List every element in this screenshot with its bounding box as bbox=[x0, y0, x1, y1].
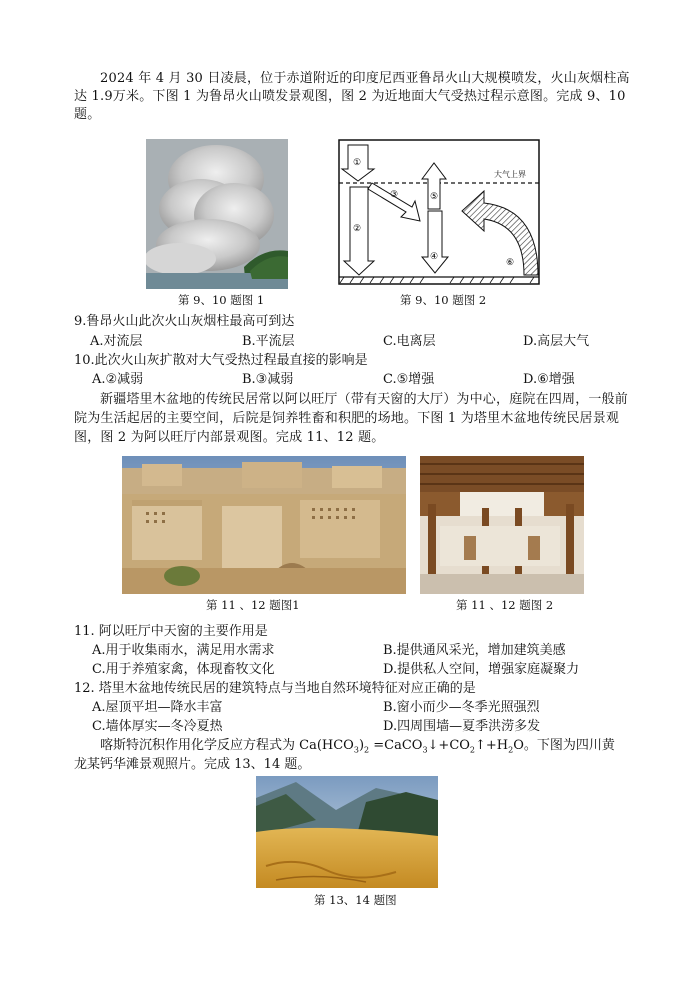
q10-stem: 10.此次火山灰扩散对大气受热过程最直接的影响是 bbox=[74, 353, 368, 368]
fig-9-10-2-caption: 第 9、10 题图 2 bbox=[400, 293, 487, 307]
q9-stem: 9.鲁昂火山此次火山灰烟柱最高可到达 bbox=[74, 314, 295, 329]
q10-option-b: B.③减弱 bbox=[242, 372, 294, 387]
diagram-marker: ② bbox=[353, 224, 362, 234]
q11-option-d: D.提供私人空间，增强家庭凝聚力 bbox=[383, 662, 580, 677]
intro-9-10: 2024 年 4 月 30 日凌晨，位于赤道附近的印度尼西亚鲁昂火山大规模喷发，火山灰烟柱高达 1.9万米。下图 1 为鲁昂火山喷发景观图，图 2 为近地面大气受热过程示意图。完成 9、10 题。 bbox=[74, 71, 630, 122]
fig-13-14-caption: 第 13、14 题图 bbox=[314, 893, 397, 907]
tarim-dwellings-photo bbox=[122, 456, 406, 594]
q12-option-c: C.墙体厚实—冬冷夏热 bbox=[92, 719, 223, 734]
q9-option-b: B.平流层 bbox=[242, 334, 295, 349]
q10-option-d: D.⑥增强 bbox=[523, 372, 575, 387]
diagram-marker: ⑤ bbox=[430, 192, 439, 202]
fig-11-12-1-caption: 第 11 、12 题图1 bbox=[206, 598, 300, 612]
q12-option-d: D.四周围墙—夏季洪涝多发 bbox=[383, 719, 541, 734]
q9-option-d: D.高层大气 bbox=[523, 334, 590, 349]
atmosphere-heating-diagram bbox=[338, 139, 540, 285]
q9-option-c: C.电离层 bbox=[383, 334, 436, 349]
q11-option-c: C.用于养殖家禽，体现畜牧文化 bbox=[92, 662, 275, 677]
diagram-marker: ① bbox=[353, 158, 362, 168]
diagram-marker: ⑥ bbox=[506, 258, 515, 268]
volcano-photo bbox=[146, 139, 288, 289]
q12-option-b: B.窗小而少—冬季光照强烈 bbox=[383, 700, 540, 715]
fig-9-10-1-caption: 第 9、10 题图 1 bbox=[178, 293, 265, 307]
diagram-marker: ③ bbox=[390, 190, 399, 200]
q10-option-a: A.②减弱 bbox=[92, 372, 144, 387]
intro-11-12: 新疆塔里木盆地的传统民居常以阿以旺厅（带有天窗的大厅）为中心，庭院在四周，一般前院为生活起居的主要空间，后院是饲养牲畜和积肥的场地。下图 1 为塔里木盆地传统民居景观图，图 2 为阿以旺厅内部景观图。完成 11、12 题。 bbox=[74, 392, 629, 445]
q11-option-a: A.用于收集雨水，满足用水需求 bbox=[92, 643, 275, 658]
intro-13-14-line1: 喀斯特沉积作用化学反应方程式为 $Ca(HCO_3)_2$ $=CaCO_3↓+CO_2↑+H_2O$。下图为四川黄 bbox=[100, 738, 615, 755]
q10-option-c: C.⑤增强 bbox=[383, 372, 435, 387]
q11-stem: 11. 阿以旺厅中天窗的主要作用是 bbox=[74, 624, 268, 639]
fig-11-12-2-caption: 第 11 、12 题图 2 bbox=[456, 598, 554, 612]
q11-option-b: B.提供通风采光，增加建筑美感 bbox=[383, 643, 566, 658]
aywang-hall-photo bbox=[420, 456, 584, 594]
q12-stem: 12. 塔里木盆地传统民居的建筑特点与当地自然环境特征对应正确的是 bbox=[74, 681, 476, 696]
intro-13-14-line2: 龙某钙华滩景观照片。完成 13、14 题。 bbox=[74, 757, 311, 772]
q12-option-a: A.屋顶平坦—降水丰富 bbox=[92, 700, 223, 715]
q9-option-a: A.对流层 bbox=[90, 334, 143, 349]
atmosphere-top-label: 大气上界 bbox=[494, 170, 526, 179]
diagram-marker: ④ bbox=[430, 252, 439, 262]
huanglong-travertine-photo bbox=[256, 776, 438, 888]
